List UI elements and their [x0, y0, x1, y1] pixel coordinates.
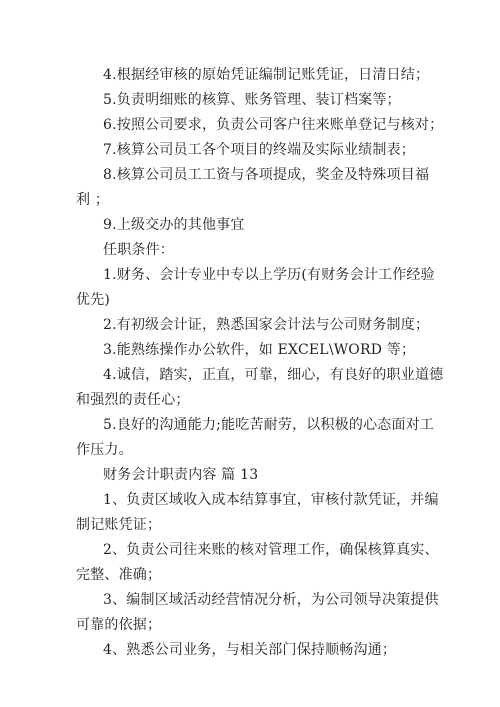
requirement-3: 3.能熟练操作办公软件，如 EXCEL\WORD 等；: [103, 342, 416, 358]
duty-item-4: 4.根据经审核的原始凭证编制记账凭证，日清日结；: [103, 67, 430, 83]
section-item-3-cont: 可靠的依据；: [76, 617, 162, 633]
section-item-3: 3、编制区域活动经营情况分析，为公司领导决策提供: [103, 592, 439, 608]
requirement-4-cont: 和强烈的责任心；: [76, 392, 190, 408]
section-item-4: 4、熟悉公司业务，与相关部门保持顺畅沟通；: [103, 642, 397, 658]
section-item-2-cont: 完整、准确；: [76, 567, 162, 583]
requirements-heading: 任职条件：: [103, 242, 174, 258]
section-item-1-cont: 制记账凭证；: [76, 517, 162, 533]
duty-item-7: 7.核算公司员工各个项目的终端及实际业绩制表；: [103, 142, 415, 158]
section-item-2: 2、负责公司往来账的核对管理工作，确保核算真实、: [103, 542, 439, 558]
duty-item-5: 5.负责明细账的核算、账务管理、装订档案等；: [103, 92, 401, 108]
requirement-4: 4.诚信，踏实，正直，可靠，细心，有良好的职业道德: [103, 367, 444, 383]
requirement-5: 5.良好的沟通能力;能吃苦耐劳，以积极的心态面对工: [103, 417, 435, 433]
duty-item-8-cont: 利 ；: [76, 192, 110, 208]
requirement-2: 2.有初级会计证，熟悉国家会计法与公司财务制度；: [103, 317, 430, 333]
requirement-5-cont: 作压力。: [76, 442, 133, 458]
section-item-1: 1、负责区域收入成本结算事宜，审核付款凭证，并编: [103, 492, 439, 508]
section-title: 财务会计职责内容 篇 13: [103, 467, 259, 483]
duty-item-8: 8.核算公司员工工资与各项提成，奖金及特殊项目福: [103, 167, 430, 183]
requirement-1-cont: 优先): [76, 292, 111, 308]
duty-item-9: 9.上级交办的其他事宜: [103, 217, 245, 233]
requirement-1: 1.财务、会计专业中专以上学历(有财务会计工作经验: [103, 267, 435, 283]
duty-item-6: 6.按照公司要求，负责公司客户往来账单登记与核对；: [103, 117, 444, 133]
